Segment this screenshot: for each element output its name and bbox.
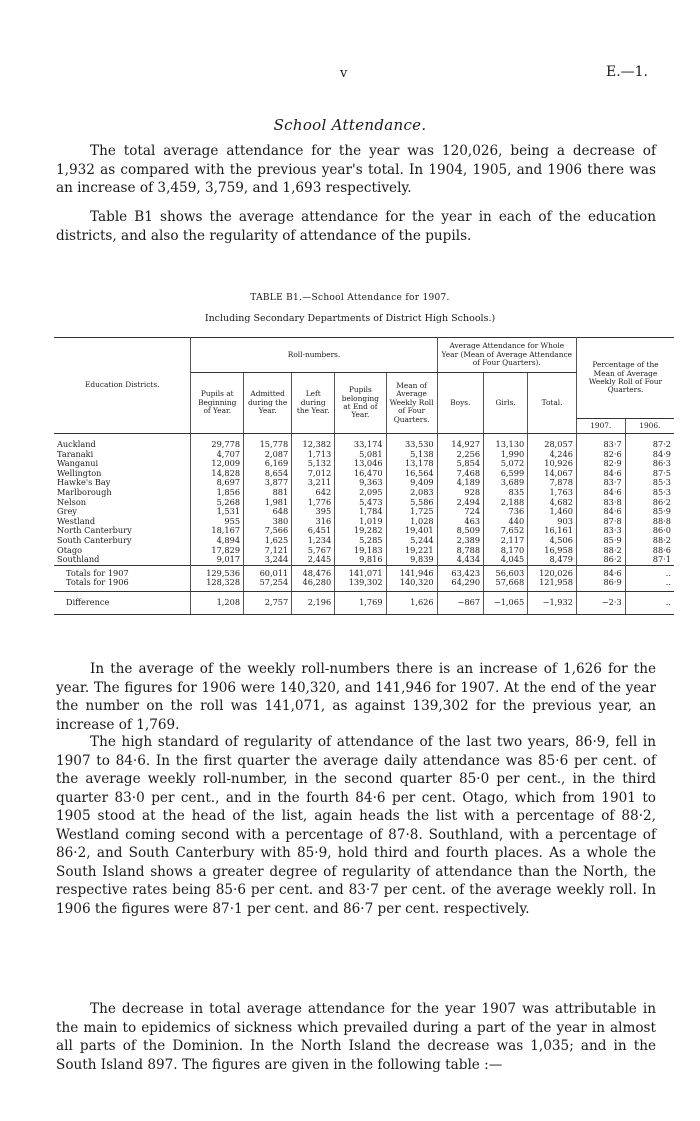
value-cell: 13,178 <box>386 459 437 469</box>
roll-group-header: Roll-numbers. <box>191 338 437 373</box>
value-cell: 84·6 <box>576 488 625 498</box>
value-cell: 3,877 <box>244 478 292 488</box>
value-cell: 82·9 <box>576 459 625 469</box>
attendance-table <box>54 337 674 615</box>
value-cell: 5,285 <box>335 536 386 546</box>
value-cell: 19,282 <box>335 526 386 536</box>
value-cell: 84·6 <box>576 565 625 578</box>
value-cell: 83·7 <box>576 440 625 450</box>
value-cell: 64,290 <box>437 578 483 591</box>
value-cell: 85·9 <box>625 507 674 517</box>
value-cell: 8,479 <box>528 555 577 565</box>
value-cell: 4,682 <box>528 498 577 508</box>
value-cell: 9,363 <box>335 478 386 488</box>
district-cell: South Canterbury <box>57 534 132 545</box>
value-cell: 1,460 <box>528 507 577 517</box>
value-cell: 1,784 <box>335 507 386 517</box>
value-cell: 86·9 <box>576 578 625 591</box>
value-cell: 88·6 <box>625 546 674 556</box>
body-paragraph-1 <box>56 660 656 734</box>
value-cell: 88·2 <box>625 536 674 546</box>
boys-header: Boys. <box>437 373 483 434</box>
district-cell: Auckland <box>57 439 96 449</box>
value-cell: 5,132 <box>292 459 335 469</box>
value-cell: 4,506 <box>528 536 577 546</box>
value-cell: .. <box>625 565 674 578</box>
value-cell: 7,652 <box>484 526 528 536</box>
belonging-header: Pupils belonging at End of Year. <box>335 373 386 434</box>
value-cell: 4,246 <box>528 450 577 460</box>
value-cell: 1,019 <box>335 517 386 527</box>
value-cell: −1,932 <box>528 591 577 614</box>
totals-row <box>54 578 674 591</box>
value-cell: 1,776 <box>292 498 335 508</box>
value-cell: 440 <box>484 517 528 527</box>
value-cell: 2,095 <box>335 488 386 498</box>
value-cell: 86·3 <box>625 459 674 469</box>
difference-row <box>54 591 674 614</box>
value-cell: 955 <box>191 517 244 527</box>
value-cell: 928 <box>437 488 483 498</box>
avg-group-header: Average Attendance for Whole Year (Mean of Average Attendance of Four Quarters). <box>437 338 576 373</box>
value-cell: 4,189 <box>437 478 483 488</box>
value-cell: 16,958 <box>528 546 577 556</box>
value-cell: 17,829 <box>191 546 244 556</box>
section-title: School Attendance. <box>273 116 427 134</box>
value-cell: 83·3 <box>576 526 625 536</box>
value-cell: 4,894 <box>191 536 244 546</box>
value-cell: 1,626 <box>386 591 437 614</box>
district-cell: Grey <box>57 506 77 517</box>
value-cell: 128,328 <box>191 578 244 591</box>
value-cell: 60,011 <box>244 565 292 578</box>
value-cell: 6,451 <box>292 526 335 536</box>
value-cell: 903 <box>528 517 577 527</box>
value-cell: 5,767 <box>292 546 335 556</box>
value-cell: 463 <box>437 517 483 527</box>
value-cell: 1,625 <box>244 536 292 546</box>
value-cell: 2,256 <box>437 450 483 460</box>
value-cell: 4,045 <box>484 555 528 565</box>
value-cell: 1,769 <box>335 591 386 614</box>
value-cell: 84·9 <box>625 450 674 460</box>
value-cell: 15,778 <box>244 440 292 450</box>
district-cell: Wanganui <box>57 458 99 469</box>
value-cell: 380 <box>244 517 292 527</box>
value-cell: 19,401 <box>386 526 437 536</box>
value-cell: 85·3 <box>625 478 674 488</box>
value-cell: 5,072 <box>484 459 528 469</box>
value-cell: 2,196 <box>292 591 335 614</box>
value-cell: 724 <box>437 507 483 517</box>
value-cell: 121,958 <box>528 578 577 591</box>
value-cell: 6,169 <box>244 459 292 469</box>
value-cell: −2·3 <box>576 591 625 614</box>
year-1907-header: 1907. <box>576 419 625 434</box>
value-cell: 87·1 <box>625 555 674 565</box>
value-cell: 835 <box>484 488 528 498</box>
value-cell: 82·6 <box>576 450 625 460</box>
value-cell: 3,244 <box>244 555 292 565</box>
value-cell: 2,087 <box>244 450 292 460</box>
value-cell: 33,530 <box>386 440 437 450</box>
value-cell: 8,788 <box>437 546 483 556</box>
value-cell: 57,254 <box>244 578 292 591</box>
value-cell: 2,494 <box>437 498 483 508</box>
value-cell: 12,009 <box>191 459 244 469</box>
value-cell: 85·3 <box>625 488 674 498</box>
value-cell: 84·6 <box>576 469 625 479</box>
value-cell: −867 <box>437 591 483 614</box>
value-cell: 87·8 <box>576 517 625 527</box>
value-cell: 395 <box>292 507 335 517</box>
pct-group-header: Percentage of the Mean of Average Weekly Roll of Four Quarters. <box>576 338 674 419</box>
intro-paragraph-1 <box>56 142 656 198</box>
value-cell: 16,470 <box>335 469 386 479</box>
value-cell: 3,211 <box>292 478 335 488</box>
value-cell: 5,854 <box>437 459 483 469</box>
value-cell: 86·2 <box>576 555 625 565</box>
value-cell: 57,668 <box>484 578 528 591</box>
value-cell: 18,167 <box>191 526 244 536</box>
table-subtitle: Including Secondary Departments of District High Schools.) <box>204 313 496 324</box>
value-cell: 5,586 <box>386 498 437 508</box>
district-cell: Southland <box>57 554 100 565</box>
admitted-header: Admitted during the Year. <box>244 373 292 434</box>
value-cell: 63,423 <box>437 565 483 578</box>
value-cell: 19,221 <box>386 546 437 556</box>
value-cell: 5,473 <box>335 498 386 508</box>
value-cell: 9,017 <box>191 555 244 565</box>
district-cell: Marlborough <box>57 486 112 497</box>
district-header: Education Districts. <box>54 338 191 434</box>
body-paragraph-3 <box>56 1000 656 1074</box>
paragraph-text: In the average of the weekly roll-numbers there is an increase of 1,626 for the year. The figures for 1906 were 140,320, and 141,946 for 1907. At the end of the year the number on the roll was 141,071, as against 139,302 for the previous year, an increase of 1,769. <box>56 661 656 733</box>
value-cell: 87·5 <box>625 469 674 479</box>
value-cell: 7,468 <box>437 469 483 479</box>
value-cell: 10,926 <box>528 459 577 469</box>
paragraph-text: Table B1 shows the average attendance for the year in each of the education districts, and also the regularity of attendance of the pupils. <box>56 209 656 244</box>
value-cell: 7,121 <box>244 546 292 556</box>
value-cell: 2,757 <box>244 591 292 614</box>
value-cell: 8,654 <box>244 469 292 479</box>
value-cell: 5,138 <box>386 450 437 460</box>
value-cell: 48,476 <box>292 565 335 578</box>
value-cell: 86·2 <box>625 498 674 508</box>
district-cell: Otago <box>57 544 83 555</box>
total-header: Total. <box>528 373 577 434</box>
value-cell: 9,409 <box>386 478 437 488</box>
value-cell: 1,763 <box>528 488 577 498</box>
paragraph-text: The high standard of regularity of attendance of the last two years, 86·9, fell in 1907 to 84·6. In the first quarter the average daily attendance was 85·6 per cent. of the average weekly roll-number, in the second quarter 85·0 per cent., in the third quarter 83·0 per cent., and in the fourth 84·6 per cent. Otago, which from 1901 to 1905 stood at the head of the list, again heads the list with a percentage of 88·2, Westland coming second with a percentage of 87·8. Southland, with a percentage of 86·2, and South Canterbury with 85·9, hold third and fourth places. As a whole the South Island shows a greater degree of regularity of attendance than the North, the respective rates being 85·6 per cent. and 83·7 per cent. of the average weekly roll. In 1906 the figures were 87·1 per cent. and 86·7 per cent. respectively. <box>56 734 656 917</box>
value-cell: 648 <box>244 507 292 517</box>
value-cell: 16,564 <box>386 469 437 479</box>
value-cell: 29,778 <box>191 440 244 450</box>
value-cell: 56,603 <box>484 565 528 578</box>
value-cell: 12,382 <box>292 440 335 450</box>
value-cell: 1,713 <box>292 450 335 460</box>
value-cell: 7,566 <box>244 526 292 536</box>
value-cell: 881 <box>244 488 292 498</box>
value-cell: 19,183 <box>335 546 386 556</box>
value-cell: 316 <box>292 517 335 527</box>
value-cell: 4,434 <box>437 555 483 565</box>
district-cell: Taranaki <box>57 448 94 459</box>
value-cell: 14,927 <box>437 440 483 450</box>
value-cell: 2,445 <box>292 555 335 565</box>
value-cell: 139,302 <box>335 578 386 591</box>
value-cell: 7,878 <box>528 478 577 488</box>
value-cell: 88·2 <box>576 546 625 556</box>
value-cell: 86·0 <box>625 526 674 536</box>
paragraph-text: The total average attendance for the year was 120,026, being a decrease of 1,932 as compared with the previous year's total. In 1904, 1905, and 1906 there was an increase of 3,459, 3,759, and 1,693 respectively. <box>56 143 656 196</box>
value-cell: 1,028 <box>386 517 437 527</box>
value-cell: 1,234 <box>292 536 335 546</box>
value-cell: 141,946 <box>386 565 437 578</box>
value-cell: 5,268 <box>191 498 244 508</box>
value-cell: 4,707 <box>191 450 244 460</box>
body-paragraph-2 <box>56 733 656 918</box>
district-cell: Difference <box>54 591 191 614</box>
value-cell: 85·9 <box>576 536 625 546</box>
value-cell: 2,188 <box>484 498 528 508</box>
paragraph-text: The decrease in total average attendance for the year 1907 was attributable in the main to epidemics of sickness which prevailed during a part of the year in almost all parts of the Dominion. In the North Island the decrease was 1,035; and in the South Island 897. The figures are given in the following table :— <box>56 1001 656 1073</box>
year-1906-header: 1906. <box>625 419 674 434</box>
value-cell: 1,990 <box>484 450 528 460</box>
value-cell: 140,320 <box>386 578 437 591</box>
value-cell: 87·2 <box>625 440 674 450</box>
value-cell: 28,057 <box>528 440 577 450</box>
district-cell: Totals for 1907 <box>54 565 191 578</box>
value-cell: 9,816 <box>335 555 386 565</box>
district-cell: Hawke's Bay <box>57 477 111 488</box>
value-cell: 9,839 <box>386 555 437 565</box>
value-cell: −1,065 <box>484 591 528 614</box>
page-number: v <box>340 66 348 81</box>
value-cell: 1,856 <box>191 488 244 498</box>
value-cell: 6,599 <box>484 469 528 479</box>
value-cell: 14,067 <box>528 469 577 479</box>
value-cell: 8,509 <box>437 526 483 536</box>
value-cell: 3,689 <box>484 478 528 488</box>
district-cell: Nelson <box>57 496 87 507</box>
value-cell: 8,170 <box>484 546 528 556</box>
girls-header: Girls. <box>484 373 528 434</box>
district-cell: Totals for 1906 <box>54 578 191 591</box>
value-cell: 736 <box>484 507 528 517</box>
table-row <box>54 555 674 565</box>
value-cell: 83·7 <box>576 478 625 488</box>
value-cell: .. <box>625 591 674 614</box>
value-cell: 1,531 <box>191 507 244 517</box>
value-cell: 83·8 <box>576 498 625 508</box>
value-cell: 1,981 <box>244 498 292 508</box>
pupils-begin-header: Pupils at Beginning of Year. <box>191 373 244 434</box>
value-cell: .. <box>625 578 674 591</box>
value-cell: 5,081 <box>335 450 386 460</box>
value-cell: 14,828 <box>191 469 244 479</box>
mean-weekly-header: Mean of Average Weekly Roll of Four Quarters. <box>386 373 437 434</box>
value-cell: 88·8 <box>625 517 674 527</box>
left-header: Left during the Year. <box>292 373 335 434</box>
district-cell: Westland <box>57 515 96 526</box>
intro-paragraph-2 <box>56 208 656 245</box>
value-cell: 2,083 <box>386 488 437 498</box>
value-cell: 84·6 <box>576 507 625 517</box>
value-cell: 8,697 <box>191 478 244 488</box>
value-cell: 46,280 <box>292 578 335 591</box>
value-cell: 120,026 <box>528 565 577 578</box>
value-cell: 642 <box>292 488 335 498</box>
value-cell: 13,130 <box>484 440 528 450</box>
district-cell: Wellington <box>57 467 102 478</box>
value-cell: 7,012 <box>292 469 335 479</box>
value-cell: 1,725 <box>386 507 437 517</box>
value-cell: 33,174 <box>335 440 386 450</box>
value-cell: 2,117 <box>484 536 528 546</box>
value-cell: 2,389 <box>437 536 483 546</box>
district-cell: North Canterbury <box>57 525 132 536</box>
value-cell: 16,161 <box>528 526 577 536</box>
value-cell: 5,244 <box>386 536 437 546</box>
value-cell: 13,046 <box>335 459 386 469</box>
value-cell: 141,071 <box>335 565 386 578</box>
table-title: TABLE B1.—School Attendance for 1907. <box>250 293 450 303</box>
document-code: E.—1. <box>605 64 648 80</box>
value-cell: 129,536 <box>191 565 244 578</box>
value-cell: 1,208 <box>191 591 244 614</box>
